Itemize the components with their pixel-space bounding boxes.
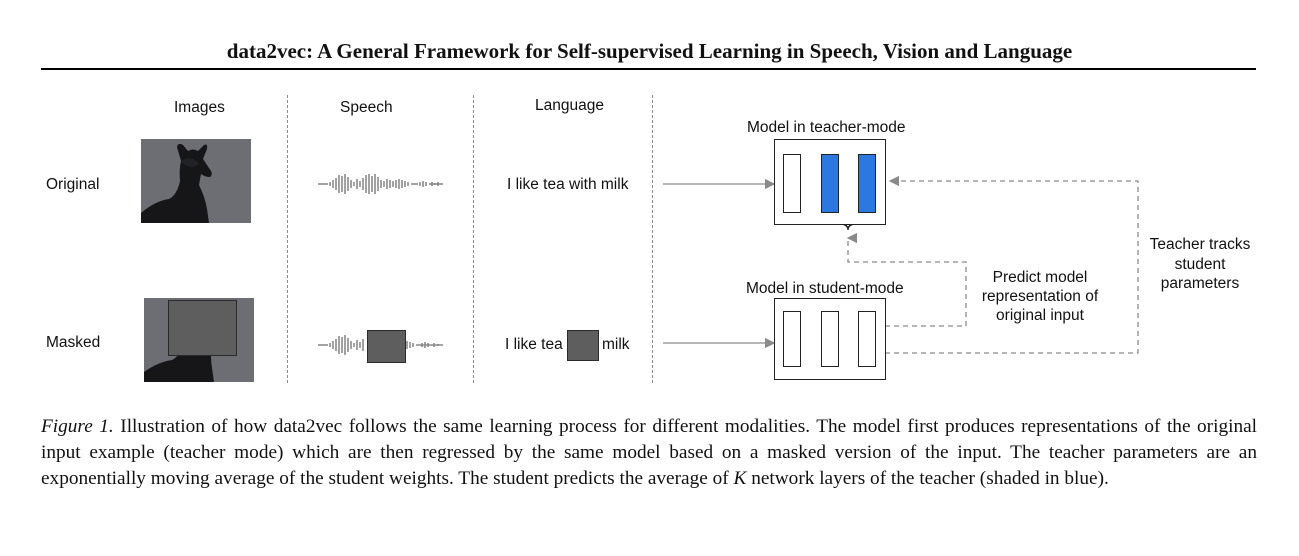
speech-mask-patch: [367, 330, 406, 363]
row-label-masked: Masked: [46, 334, 101, 351]
ema-dashed-path: [885, 181, 1138, 353]
teacher-layer-3: [858, 154, 876, 213]
teacher-tracks-line-3: parameters: [1160, 275, 1240, 292]
student-layer-3: [858, 311, 876, 367]
teacher-model-box: [774, 139, 886, 225]
caption-label: Figure 1.: [41, 416, 114, 437]
caption-text-end: network layers of the teacher (shaded in blue).: [746, 468, 1109, 489]
figure-caption: [41, 414, 1257, 492]
predict-label-line-3: original input: [996, 307, 1084, 324]
row-label-original: Original: [46, 176, 100, 193]
student-layer-1: [783, 311, 801, 367]
column-header-images: Images: [174, 99, 225, 116]
teacher-layer-2: [821, 154, 839, 213]
language-original-text: I like tea with milk: [507, 176, 629, 193]
column-header-speech: Speech: [340, 99, 393, 116]
paper-title: data2vec: A General Framework for Self-supervised Learning in Speech, Vision and Language: [226, 39, 1073, 63]
waveform-original: [318, 174, 443, 194]
predict-label: [975, 268, 1105, 325]
caption-k-symbol: K: [733, 468, 747, 489]
student-model-box: [774, 298, 886, 380]
student-model-label: Model in student-mode: [746, 280, 904, 297]
column-header-language: Language: [535, 97, 604, 114]
caption-text: Illustration of how data2vec follows the same learning process for different modalities. The model first produces representations of the original input example (teacher mode) which are then regressed by the same model based on a masked version of the input. The teacher parameters are an exponentially moving average of the student weights. The student predicts the average of: [41, 416, 1257, 489]
predict-label-line-2: representation of: [981, 288, 1099, 305]
predict-label-line-1: Predict model: [992, 269, 1088, 286]
teacher-tracks-label: [1142, 235, 1258, 294]
teacher-tracks-line-2: student: [1174, 255, 1226, 273]
student-layer-2: [821, 311, 839, 367]
language-mask-patch: [567, 330, 599, 361]
teacher-model-label: Model in teacher-mode: [747, 119, 906, 136]
teacher-tracks-line-1: Teacher tracks: [1149, 236, 1251, 253]
teacher-layer-1: [783, 154, 801, 213]
language-masked-text-before: I like tea: [505, 336, 563, 353]
language-masked-text-after: milk: [602, 336, 630, 353]
